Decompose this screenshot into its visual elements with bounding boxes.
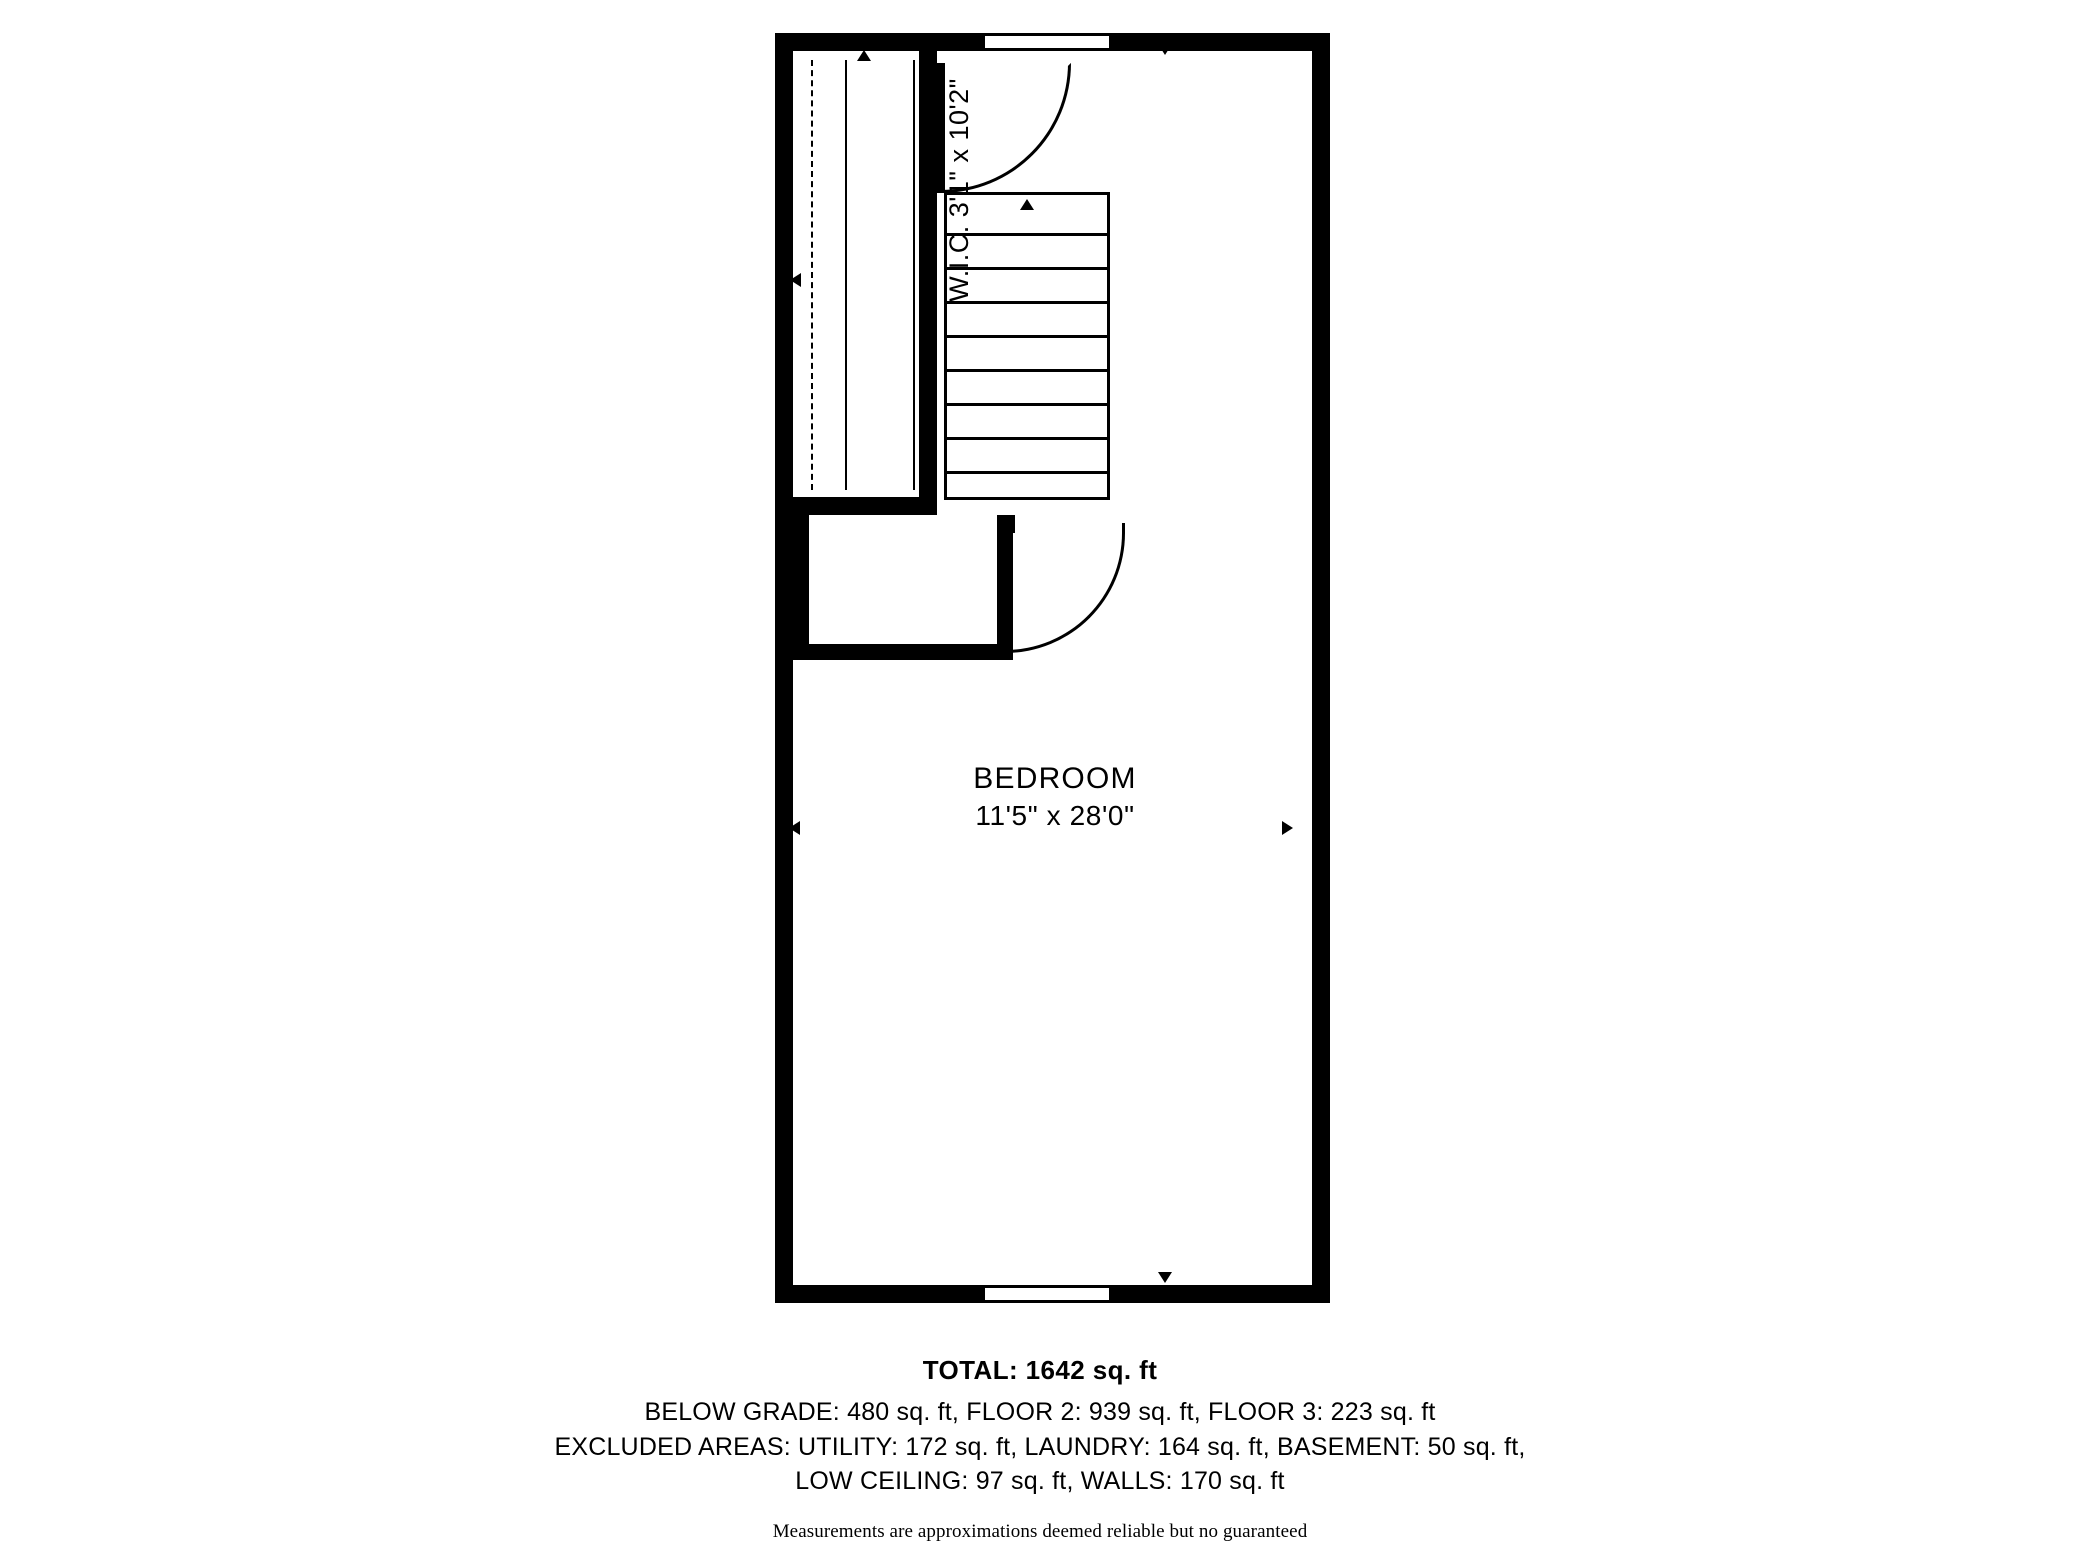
area-summary — [0, 1355, 2080, 1543]
wic-dimension-dashed-line — [811, 60, 813, 490]
wic-dimension-arrow-top — [857, 50, 871, 61]
room-label-bedroom — [835, 760, 1275, 834]
stair-step — [947, 369, 1107, 372]
total-area: TOTAL: 1642 sq. ft — [922, 1355, 1158, 1385]
window-bottom-marker — [1158, 1272, 1172, 1283]
window-top-marker — [1158, 44, 1172, 55]
window-bottom — [982, 1285, 1112, 1303]
area-breakdown-line-2: EXCLUDED AREAS: UTILITY: 172 sq. ft, LAUNDRY: 164 sq. ft, BASEMENT: 50 sq. ft, — [554, 1432, 1526, 1461]
bedroom-dimension-arrow-left — [789, 821, 800, 835]
measurement-disclaimer: Measurements are approximations deemed reliable but no guaranteed — [772, 1520, 1308, 1542]
wic-right-wall-upper — [919, 51, 937, 196]
stair-direction-arrow-icon — [1020, 199, 1034, 210]
wic-dimension-line-left — [845, 60, 847, 490]
stair-step — [947, 471, 1107, 474]
wic-name: W.I.C. — [944, 217, 974, 302]
bedroom-name: BEDROOM — [973, 762, 1137, 795]
bedroom-dimension-arrow-right — [1282, 821, 1293, 835]
wic-dimensions: 3'1" x 10'2" — [944, 78, 974, 218]
wic-dimension-arrow-left — [790, 273, 801, 287]
room-label-wic — [942, 30, 1002, 350]
wic-bottom-wall — [793, 497, 937, 515]
wic-dimension-line-right — [913, 60, 915, 490]
stair-step — [947, 437, 1107, 440]
stair-step — [947, 403, 1107, 406]
closet-below-stairs — [793, 515, 1013, 660]
area-breakdown-line-1: BELOW GRADE: 480 sq. ft, FLOOR 2: 939 sq. ft, FLOOR 3: 223 sq. ft — [644, 1398, 1436, 1426]
area-breakdown-line-3: LOW CEILING: 97 sq. ft, WALLS: 170 sq. ft — [795, 1467, 1285, 1495]
bedroom-dimensions: 11'5" x 28'0" — [975, 799, 1135, 831]
wic-right-wall-lower — [919, 190, 937, 515]
